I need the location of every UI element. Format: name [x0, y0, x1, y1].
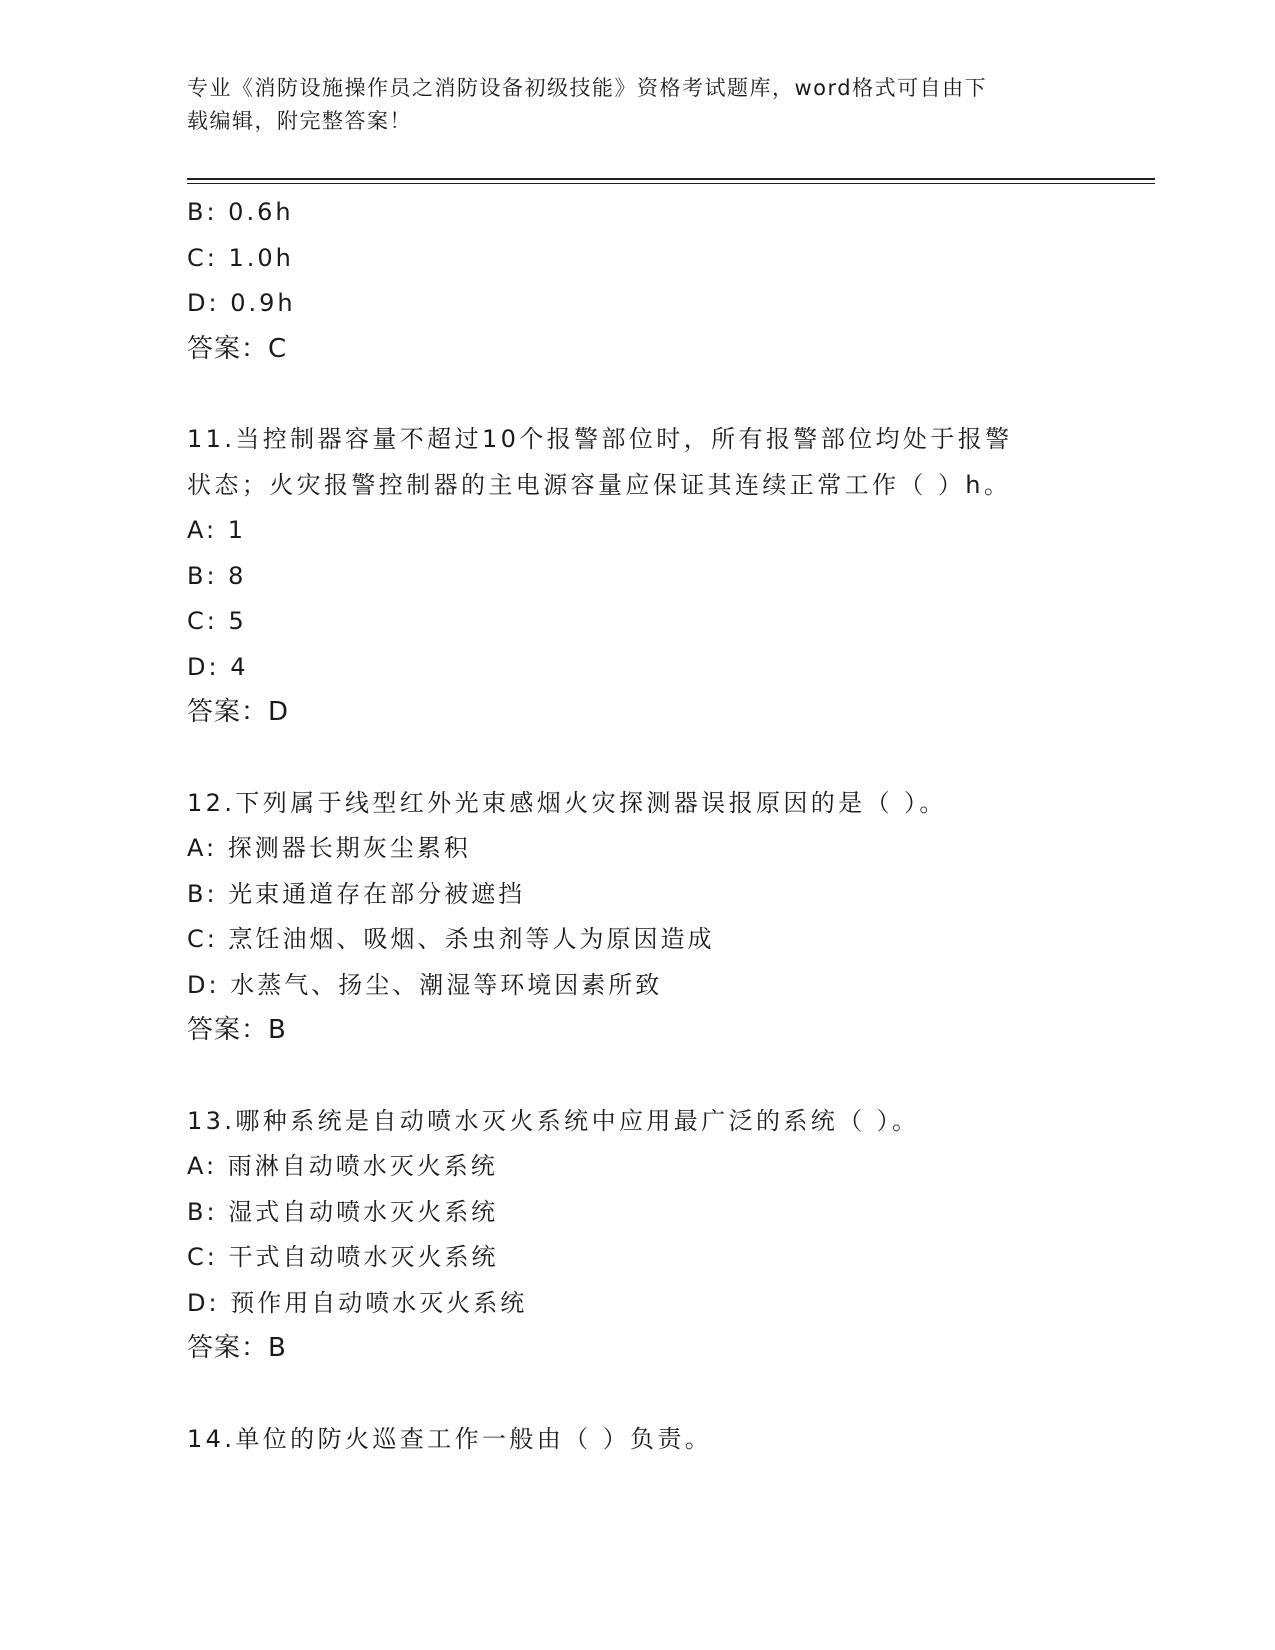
option-c: C: 1.0h — [187, 243, 294, 272]
option-d: D: 预作用自动喷水灭火系统 — [187, 1288, 528, 1317]
answer: 答案：D — [187, 697, 290, 727]
option-a: A: 1 — [187, 516, 246, 544]
answer: 答案：B — [187, 1333, 287, 1363]
question-12 — [187, 781, 1127, 1054]
question-stem — [187, 417, 1127, 508]
option-d: D: 4 — [187, 652, 249, 681]
option-c: C: 5 — [187, 607, 247, 635]
option-a: A: 雨淋自动喷水灭火系统 — [187, 1152, 498, 1180]
question-11 — [187, 417, 1127, 736]
question-stem: 14.单位的防火巡查工作一般由（ ）负责。 — [187, 1424, 713, 1453]
option-d: D: 水蒸气、扬尘、潮湿等环境因素所致 — [187, 970, 663, 999]
option-d: D: 0.9h — [187, 289, 296, 317]
answer: 答案：C — [187, 333, 288, 364]
question-stem: 12.下列属于线型红外光束感烟火灾探测器误报原因的是（ ）。 — [187, 788, 947, 817]
option-c: C: 烹饪油烟、吸烟、杀虫剂等人为原因造成 — [187, 925, 715, 953]
option-b: B: 0.6h — [187, 198, 294, 226]
header-rule-thick — [187, 178, 1155, 180]
question-list — [187, 190, 1127, 1462]
header-line-1: 专业《消防设施操作员之消防设备初级技能》资格考试题库，word格式可自由下 — [187, 76, 988, 100]
option-b: B: 8 — [187, 561, 247, 590]
question-stem-line-1: 11.当控制器容量不超过10个报警部位时，所有报警部位均处于报警 — [187, 425, 1013, 453]
answer: 答案：B — [187, 1015, 287, 1045]
header-line-2: 载编辑，附完整答案！ — [187, 109, 412, 133]
question-14 — [187, 1417, 1127, 1463]
option-b: B: 光束通道存在部分被遮挡 — [187, 879, 526, 908]
question-13 — [187, 1099, 1127, 1372]
option-b: B: 湿式自动喷水灭火系统 — [187, 1197, 499, 1226]
question-stem: 13.哪种系统是自动喷水灭火系统中应用最广泛的系统（ ）。 — [187, 1106, 920, 1135]
question-10-partial — [187, 190, 1127, 372]
document-header — [187, 72, 1087, 138]
option-c: C: 干式自动喷水灭火系统 — [187, 1243, 499, 1271]
question-stem-line-2: 状态；火灾报警控制器的主电源容量应保证其连续正常工作（ ）h。 — [187, 470, 1012, 499]
header-rule-thin — [187, 183, 1155, 184]
option-a: A: 探测器长期灰尘累积 — [187, 834, 471, 862]
